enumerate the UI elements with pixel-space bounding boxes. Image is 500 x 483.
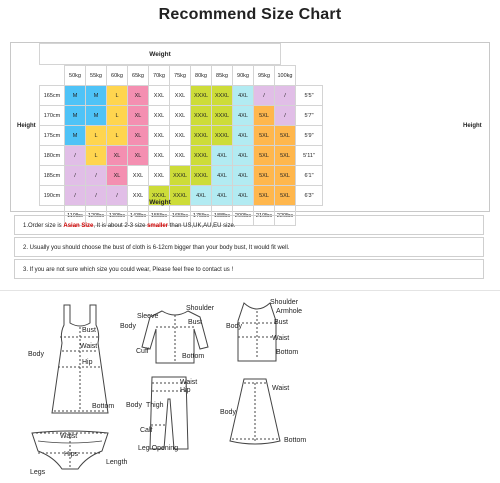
height-cm-cell: 180cm	[40, 146, 65, 166]
weight-kg-cell: 60kg	[107, 66, 128, 86]
note-3: 3. If you are not sure which size you could wear, Please feel free to contact us !	[14, 259, 484, 279]
d3-bottom-label: Bottom	[276, 349, 299, 356]
size-cell: L	[107, 106, 128, 126]
d4-body-label: Body	[126, 402, 142, 409]
size-cell: /	[275, 86, 296, 106]
weight-kg-cell: 50kg	[65, 66, 86, 86]
weight-lbs-cell: 175lbs	[191, 206, 212, 226]
d2-sleeve-label: Sleeve	[137, 313, 159, 320]
d4-hip-label: Hip	[180, 387, 191, 394]
height-ft-cell: 6'3"	[296, 186, 323, 206]
size-cell: L	[107, 86, 128, 106]
size-cell: L	[86, 126, 107, 146]
d2-bust-label: Bust	[188, 319, 203, 326]
size-cell: XXXL	[212, 126, 233, 146]
d4-thigh-label: Thigh	[146, 402, 164, 409]
size-cell: 4XL	[212, 146, 233, 166]
size-cell: 4XL	[212, 186, 233, 206]
measurement-diagrams	[0, 290, 500, 483]
weight-lbs-cell: 110lbs	[65, 206, 86, 226]
height-ft-cell: 5'9"	[296, 126, 323, 146]
size-cell: 4XL	[233, 186, 254, 206]
height-cm-cell: 170cm	[40, 106, 65, 126]
size-cell: 4XL	[233, 166, 254, 186]
size-row	[40, 106, 323, 126]
size-cell: XXL	[128, 166, 149, 186]
size-cell: XXL	[170, 146, 191, 166]
size-cell: 5XL	[275, 146, 296, 166]
size-cell: L	[107, 126, 128, 146]
weight-kg-cell: 95kg	[254, 66, 275, 86]
weight-kg-cell: 70kg	[149, 66, 170, 86]
weight-lbs-cell: 165lbs	[170, 206, 191, 226]
size-row	[40, 146, 323, 166]
size-cell: XXXL	[191, 166, 212, 186]
tank-diagram	[232, 301, 282, 363]
height-cm-cell: 185cm	[40, 166, 65, 186]
size-cell: M	[86, 106, 107, 126]
size-cell: XL	[107, 146, 128, 166]
weight-lbs-cell: 143lbs	[128, 206, 149, 226]
size-cell: XL	[128, 146, 149, 166]
d3-body-label: Body	[226, 323, 242, 330]
size-cell: XXXL	[191, 86, 212, 106]
size-cell: 5XL	[254, 126, 275, 146]
size-cell: 5XL	[254, 166, 275, 186]
weight-lbs-cell: 188lbs	[212, 206, 233, 226]
size-cell: L	[86, 146, 107, 166]
weight-lbs-cell: 220lbs	[275, 206, 296, 226]
size-cell: XXL	[149, 106, 170, 126]
weight-kg-cell: 90kg	[233, 66, 254, 86]
size-cell: XXXL	[212, 106, 233, 126]
weight-lbs-cell: 210lbs	[254, 206, 275, 226]
size-cell: XL	[128, 126, 149, 146]
size-table-frame	[10, 42, 490, 219]
d4-leg-opening-label: Leg Opening	[138, 445, 179, 452]
size-cell: /	[254, 86, 275, 106]
page-title: Recommend Size Chart	[158, 6, 342, 23]
d2-shoulder-label: Shoulder	[186, 305, 215, 312]
size-cell: 5XL	[254, 146, 275, 166]
height-label-right: Height	[463, 123, 482, 129]
size-cell: XXXL	[170, 186, 191, 206]
d5-body-label: Body	[220, 409, 236, 416]
note-2: 2. Usually you should choose the bust of cloth is 6-12cm bigger than your body bust, It would fit well.	[14, 237, 484, 257]
height-cm-cell: 190cm	[40, 186, 65, 206]
size-cell: 5XL	[275, 166, 296, 186]
d6-legs-label: Legs	[30, 469, 46, 476]
size-cell: 5XL	[254, 186, 275, 206]
size-cell: XXL	[170, 86, 191, 106]
d3-waist-label: Waist	[272, 335, 290, 342]
height-cm-cell: 165cm	[40, 86, 65, 106]
size-cell: XL	[107, 166, 128, 186]
d1-body-label: Body	[28, 351, 44, 358]
height-ft-cell: 6'1"	[296, 166, 323, 186]
asian-size-highlight: Asian Size	[63, 223, 94, 229]
size-cell: 4XL	[233, 86, 254, 106]
size-cell: 5XL	[254, 106, 275, 126]
weight-kg-cell: 75kg	[170, 66, 191, 86]
d3-bust-label: Bust	[274, 319, 289, 326]
size-row	[40, 166, 323, 186]
weight-header-top: Weight	[39, 43, 281, 65]
size-cell: XL	[128, 86, 149, 106]
size-cell: 4XL	[191, 186, 212, 206]
d2-bottom-label: Bottom	[182, 353, 205, 360]
smaller-highlight: smaller	[147, 223, 169, 229]
size-cell: 4XL	[233, 106, 254, 126]
size-cell: /	[275, 106, 296, 126]
size-cell: M	[65, 126, 86, 146]
d6-waist-label: Waist	[60, 433, 78, 440]
size-cell: XXL	[149, 166, 170, 186]
size-cell: XXXL	[191, 146, 212, 166]
size-cell: XXL	[149, 86, 170, 106]
size-cell: XL	[128, 106, 149, 126]
size-cell: XXL	[149, 126, 170, 146]
size-cell: /	[86, 166, 107, 186]
size-cell: M	[65, 86, 86, 106]
d6-length-label: Length	[106, 459, 128, 466]
size-cell: XXL	[170, 106, 191, 126]
height-ft-cell: 5'11"	[296, 146, 323, 166]
size-cell: /	[65, 186, 86, 206]
weight-lbs-cell: 200lbs	[233, 206, 254, 226]
size-cell: M	[65, 106, 86, 126]
d1-waist-label: Waist	[80, 343, 98, 350]
size-cell: /	[65, 146, 86, 166]
d1-hip-label: Hip	[82, 359, 93, 366]
d3-shoulder-label: Shoulder	[270, 299, 299, 306]
d2-body-label: Body	[120, 323, 136, 330]
weight-kg-cell: 85kg	[212, 66, 233, 86]
height-cm-cell: 175cm	[40, 126, 65, 146]
weight-lbs-cell: 130lbs	[107, 206, 128, 226]
d5-bottom-label: Bottom	[284, 437, 307, 444]
size-cell: XXXL	[191, 126, 212, 146]
note-1: 1.Order size is Asian Size, It is about 2-3 size smaller than US,UK,AU,EU size.	[14, 215, 484, 235]
height-label-left: Height	[17, 123, 36, 129]
d1-bust-label: Bust	[82, 327, 97, 334]
size-cell: M	[86, 86, 107, 106]
weight-kg-cell: 55kg	[86, 66, 107, 86]
size-row	[40, 126, 323, 146]
size-cell: /	[86, 186, 107, 206]
d5-waist-label: Waist	[272, 385, 290, 392]
size-cell: /	[107, 186, 128, 206]
height-ft-cell: 5'7"	[296, 106, 323, 126]
d4-waist-label: Waist	[180, 379, 198, 386]
weight-kg-cell: 100kg	[275, 66, 296, 86]
size-cell: XXXL	[212, 86, 233, 106]
weight-kg-cell: 80kg	[191, 66, 212, 86]
d6-hips-label: Hips	[64, 451, 79, 458]
size-cell: XXL	[128, 186, 149, 206]
size-cell: 4XL	[233, 126, 254, 146]
weight-lbs-cell: 120lbs	[86, 206, 107, 226]
d3-armhole-label: Armhole	[276, 308, 303, 315]
size-cell: XXL	[149, 146, 170, 166]
d1-bottom-label: Bottom	[92, 403, 115, 410]
d4-calf-label: Calf	[140, 427, 153, 434]
size-cell: XXXL	[149, 186, 170, 206]
height-ft-cell: 5'5"	[296, 86, 323, 106]
weight-kg-row	[40, 66, 323, 86]
size-cell: XXXL	[170, 166, 191, 186]
size-cell: XXXL	[191, 106, 212, 126]
weight-header-bottom: Weight	[149, 199, 171, 206]
size-cell: XXL	[170, 126, 191, 146]
size-cell: 4XL	[212, 166, 233, 186]
size-cell: 5XL	[275, 186, 296, 206]
d2-cuff-label: Cuff	[136, 348, 149, 355]
grid-corner	[40, 66, 65, 86]
weight-lbs-cell: 155lbs	[149, 206, 170, 226]
size-cell: 4XL	[233, 146, 254, 166]
size-row	[40, 86, 323, 106]
size-cell: 5XL	[275, 126, 296, 146]
weight-kg-cell: 65kg	[128, 66, 149, 86]
size-cell: /	[65, 166, 86, 186]
